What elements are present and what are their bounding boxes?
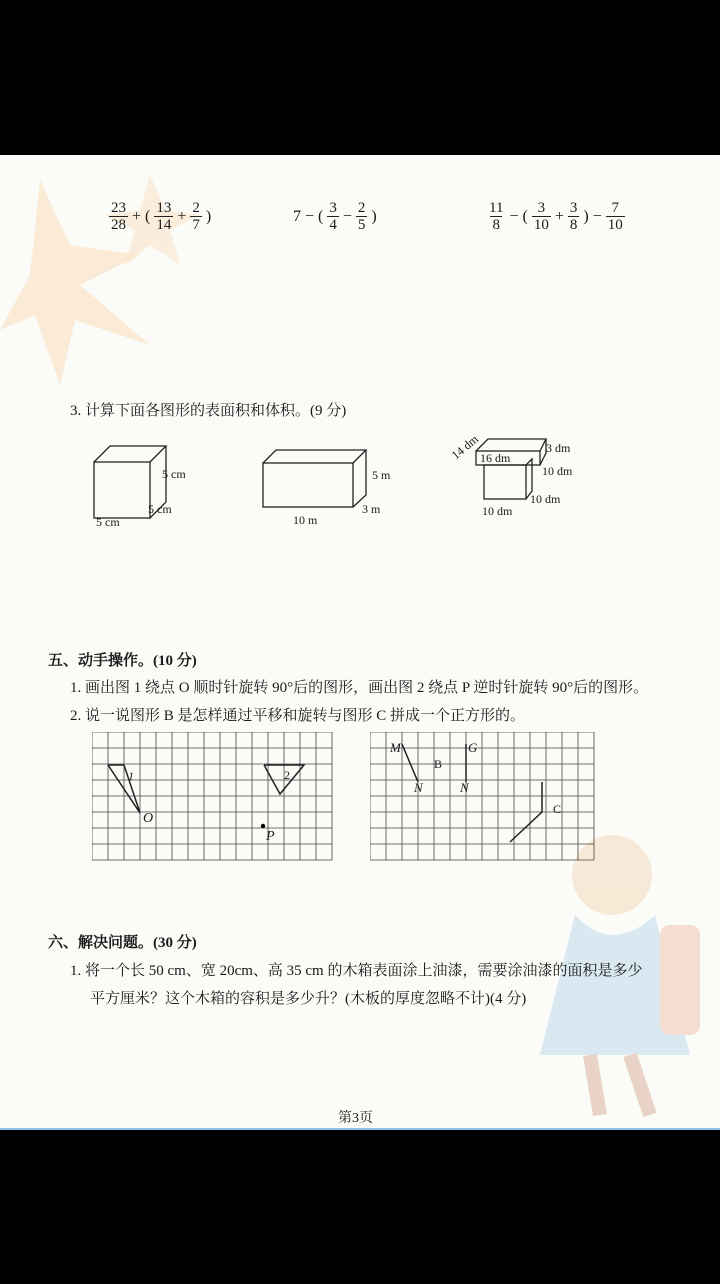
fraction-denominator: 10 — [533, 217, 549, 233]
cube-width-label: 5 cm — [96, 515, 120, 529]
fraction — [487, 200, 505, 233]
expression-1 — [108, 200, 214, 233]
cube-depth-label: 5 cm — [148, 502, 172, 516]
rotation-grid-2 — [370, 732, 606, 862]
expression-operator: 7 − ( — [293, 207, 324, 225]
fraction-numerator: 3 — [537, 200, 546, 216]
point-n-label-2: N — [460, 780, 469, 795]
fraction-numerator: 23 — [111, 200, 126, 216]
cuboid-depth-label: 3 m — [362, 502, 381, 516]
expression-operator: ) — [371, 207, 377, 225]
fraction-denominator: 4 — [329, 217, 337, 233]
fraction-denominator: 28 — [111, 217, 126, 233]
fraction-numerator: 2 — [192, 200, 200, 216]
combo-bottom-depth-label: 10 dm — [530, 492, 561, 506]
point-p-label: P — [266, 829, 275, 844]
figure-b-label: B — [434, 757, 443, 771]
figure-2-label: 2 — [284, 768, 290, 782]
point-n-label-1: N — [414, 780, 423, 795]
fraction — [356, 200, 368, 233]
section-6-title: 六、解决问题。(30 分) — [48, 935, 197, 951]
expression-3 — [486, 200, 626, 233]
fraction-denominator: 8 — [569, 217, 578, 233]
point-g-label: G — [468, 740, 478, 755]
expression-operator: ) − — [583, 207, 602, 225]
page-number: 第3页 — [338, 1111, 373, 1126]
expression-operator: + ( — [132, 207, 151, 225]
background-decoration — [0, 155, 720, 1130]
combo-top-height-label: 3 dm — [546, 441, 571, 455]
section-5-item-1: 1. 画出图 1 绕点 O 顺时针旋转 90°后的图形，画出图 2 绕点 P 逆时针旋转 90°后的图形。 — [70, 680, 649, 696]
figure-1-label: 1 — [128, 769, 134, 783]
worksheet-page — [0, 155, 720, 1130]
expression-operator: + — [554, 207, 564, 225]
expression-operator: − ( — [509, 207, 528, 225]
fraction — [606, 200, 625, 233]
expression-operator: + — [177, 207, 187, 225]
combo-top-length-label: 16 dm — [480, 451, 511, 465]
cuboid-figure — [258, 445, 381, 516]
fraction — [154, 200, 173, 233]
fraction — [568, 200, 580, 233]
fraction-numerator: 3 — [329, 200, 337, 216]
fraction-numerator: 2 — [357, 200, 366, 216]
section-5-title: 五、动手操作。(10 分) — [48, 653, 197, 669]
fraction-denominator: 14 — [156, 217, 172, 233]
cuboid-width-label: 10 m — [293, 513, 318, 527]
point-o-label: O — [143, 811, 154, 826]
cuboid-height-label: 5 m — [372, 468, 391, 482]
combo-bottom-height-label: 10 dm — [542, 464, 573, 478]
combo-bottom-width-label: 10 dm — [482, 504, 513, 518]
expression-operator: ) — [205, 207, 212, 225]
fraction-denominator: 10 — [607, 217, 623, 233]
section-6-item-1-line-1: 1. 将一个长 50 cm、宽 20cm、高 35 cm 的木箱表面涂上油漆，需要涂油漆的面积是多少 — [70, 963, 643, 979]
figure-c-label: C — [553, 802, 562, 816]
fraction-denominator: 7 — [192, 217, 200, 233]
combo-top-depth-label: 14 dm — [448, 432, 481, 463]
question-3-title: 3. 计算下面各图形的表面积和体积。(9 分) — [70, 403, 347, 419]
fraction-numerator: 7 — [611, 200, 619, 216]
expression-operator: − — [342, 207, 352, 225]
section-6-item-1-line-2: 平方厘米？这个木箱的容积是多少升？(木板的厚度忽略不计)(4 分) — [90, 991, 527, 1007]
rotation-grid-1 — [92, 732, 342, 862]
section-5-item-2: 2. 说一说图形 B 是怎样通过平移和旋转与图形 C 拼成一个正方形的。 — [70, 708, 526, 724]
fraction — [327, 200, 339, 233]
cube-height-label: 5 cm — [162, 467, 186, 481]
fraction-numerator: 3 — [569, 200, 578, 216]
fraction — [532, 200, 551, 233]
point-m-label: M — [390, 740, 401, 755]
footer-divider — [0, 1128, 720, 1130]
fraction-numerator: 13 — [156, 200, 172, 216]
fraction — [190, 200, 202, 233]
fraction-denominator: 5 — [357, 217, 366, 233]
fraction-numerator: 11 — [489, 200, 504, 216]
fraction — [109, 200, 128, 233]
expression-2 — [290, 200, 380, 233]
fraction-denominator: 8 — [492, 217, 500, 233]
